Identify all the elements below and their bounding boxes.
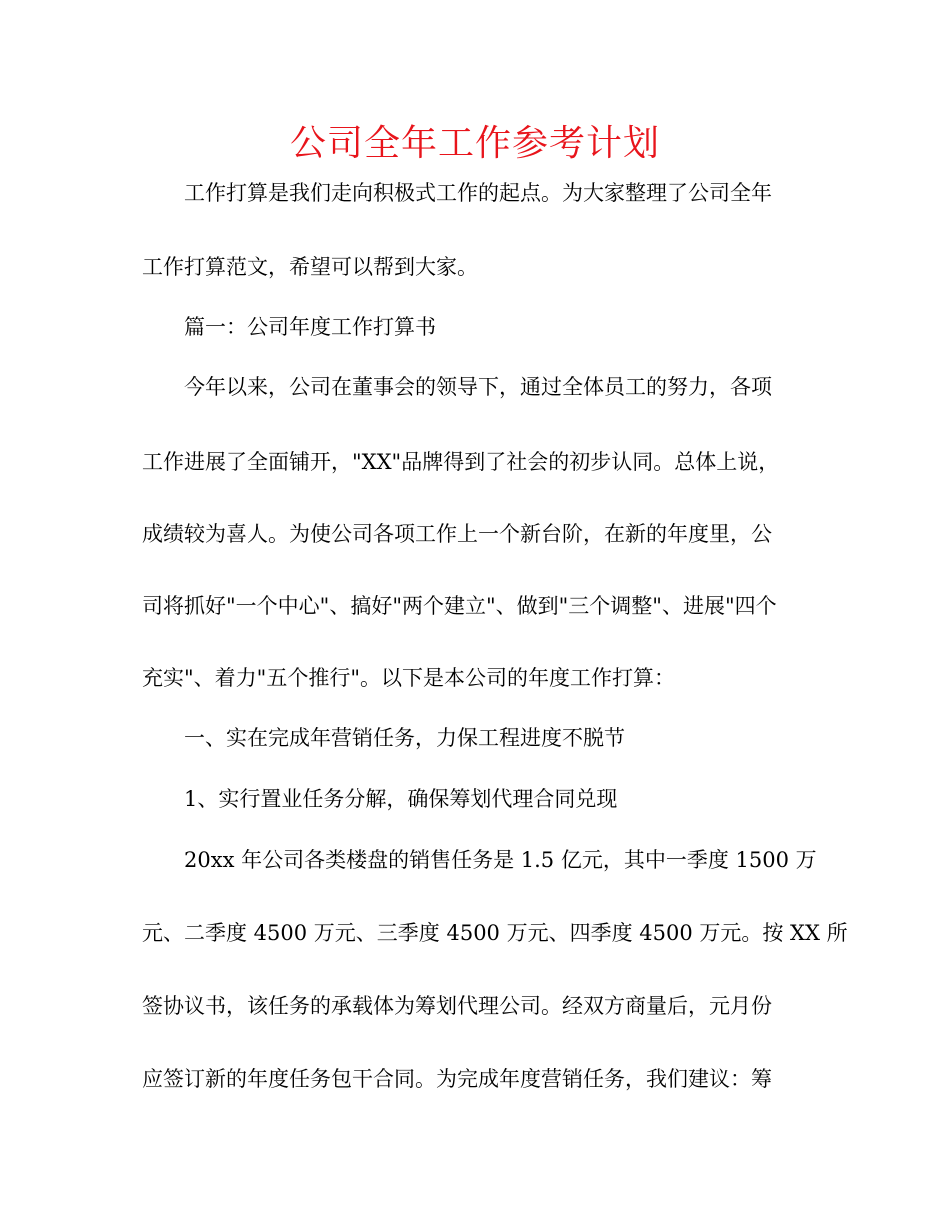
paragraph-line: 元、二季度 4500 万元、三季度 4500 万元、四季度 4500 万元。按 XX 所 bbox=[142, 921, 848, 945]
paragraph-line: 应签订新的年度任务包干合同。为完成年度营销任务，我们建议：筹 bbox=[142, 1067, 772, 1091]
subsection-heading: 1、实行置业任务分解，确保筹划代理合同兑现 bbox=[184, 787, 618, 811]
paragraph-line: 工作打算是我们走向积极式工作的起点。为大家整理了公司全年 bbox=[184, 181, 772, 205]
paragraph-line: 司将抓好"一个中心"、搞好"两个建立"、做到"三个调整"、进展"四个 bbox=[142, 594, 777, 618]
paragraph-line: 签协议书，该任务的承载体为筹划代理公司。经双方商量后，元月份 bbox=[142, 994, 772, 1018]
paragraph-line: 工作进展了全面铺开，"XX"品牌得到了社会的初步认同。总体上说， bbox=[142, 450, 780, 474]
paragraph-line: 20xx 年公司各类楼盘的销售任务是 1.5 亿元，其中一季度 1500 万 bbox=[184, 848, 817, 872]
paragraph-line: 成绩较为喜人。为使公司各项工作上一个新台阶，在新的年度里，公 bbox=[142, 522, 772, 546]
document-title: 公司全年工作参考计划 bbox=[289, 123, 660, 164]
paragraph-line: 工作打算范文，希望可以帮到大家。 bbox=[142, 255, 478, 279]
section-heading: 篇一：公司年度工作打算书 bbox=[184, 315, 436, 339]
paragraph-line: 今年以来，公司在董事会的领导下，通过全体员工的努力，各项 bbox=[184, 375, 772, 399]
section-heading: 一、实在完成年营销任务，力保工程进度不脱节 bbox=[184, 726, 625, 750]
paragraph-line: 充实"、着力"五个推行"。以下是本公司的年度工作打算： bbox=[142, 666, 675, 690]
